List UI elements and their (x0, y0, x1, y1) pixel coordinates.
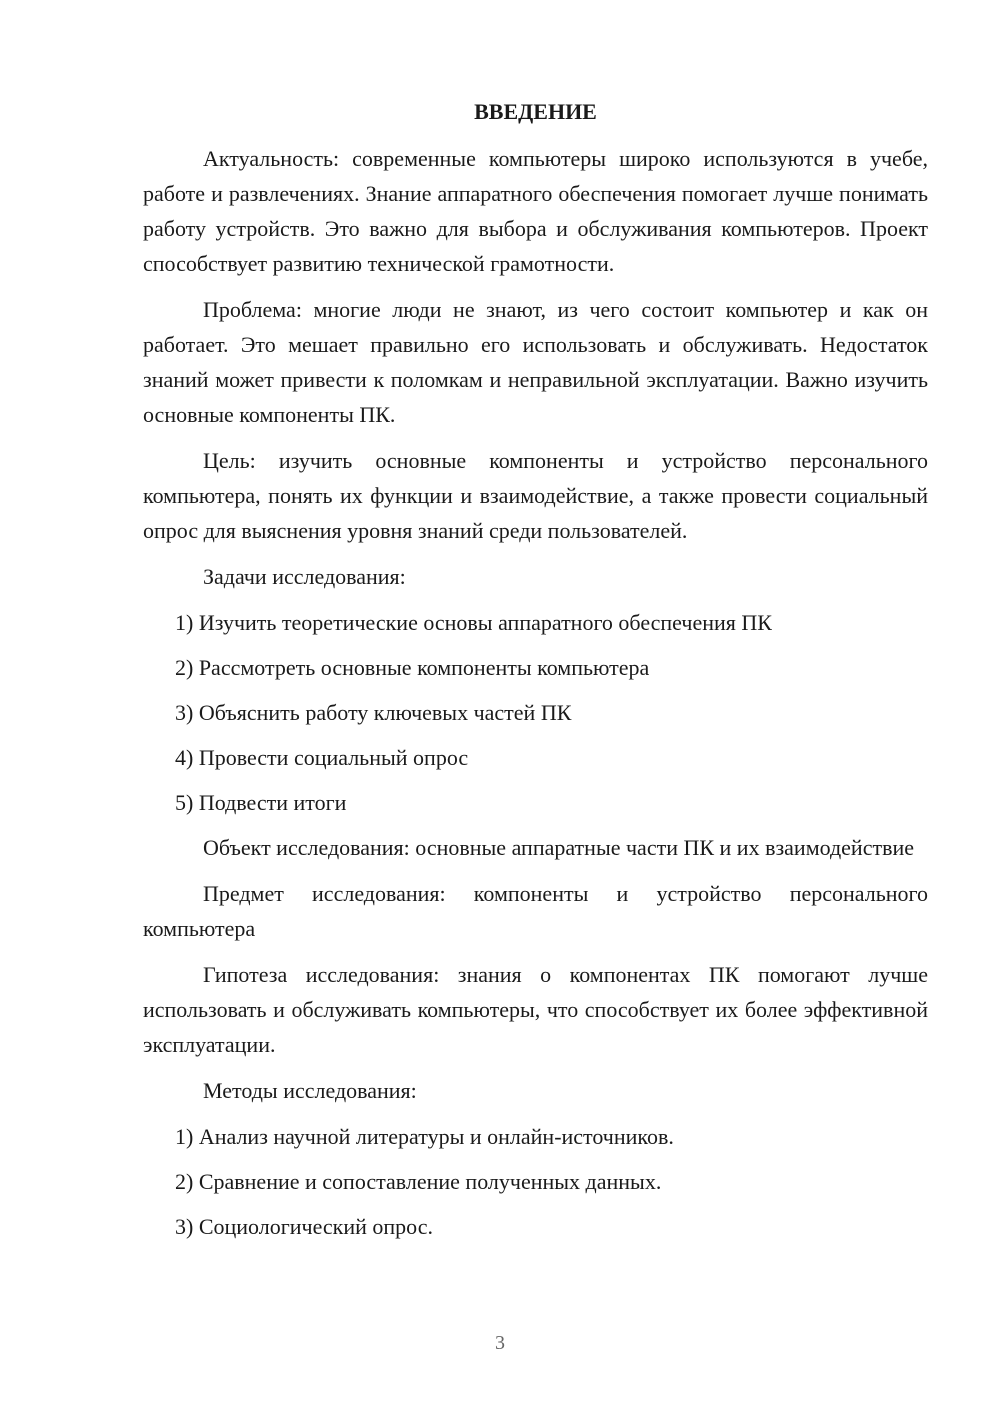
methods-heading: Методы исследования: (203, 1078, 417, 1103)
goal-paragraph: Цель: изучить основные компоненты и устройство персонального компьютера, понять их функции и взаимодействие, а также провести социальный опрос для выяснения уровня знаний среди пользователей. (143, 448, 928, 543)
problem-paragraph: Проблема: многие люди не знают, из чего состоит компьютер и как он работает. Это мешает правильно его использовать и обслуживать. Недостаток знаний может привести к поломкам и неправильной эксплуатации. Важно изучить основные компоненты ПК. (143, 297, 928, 427)
object-paragraph: Объект исследования: основные аппаратные части ПК и их взаимодействие (203, 835, 915, 860)
list-item: 3) Социологический опрос. (175, 1214, 433, 1239)
hypothesis-paragraph: Гипотеза исследования: знания о компонентах ПК помогают лучше использовать и обслуживать компьютеры, что способствует их более эффективной эксплуатации. (143, 962, 928, 1057)
tasks-list (143, 605, 928, 820)
subject-paragraph: Предмет исследования: компоненты и устройство персонального компьютера (143, 881, 928, 941)
list-item: 4) Провести социальный опрос (175, 745, 469, 770)
list-item: 2) Рассмотреть основные компоненты компьютера (175, 655, 650, 680)
tasks-heading: Задачи исследования: (203, 564, 406, 589)
page-number: 3 (495, 1332, 505, 1354)
list-item: 1) Изучить теоретические основы аппаратного обеспечения ПК (175, 610, 772, 635)
list-item: 3) Объяснить работу ключевых частей ПК (175, 700, 572, 725)
relevance-paragraph: Актуальность: современные компьютеры широко используются в учебе, работе и развлечениях. Знание аппаратного обеспечения помогает лучше понимать работу устройств. Это важно для выбора и обслуживания компьютеров. Проект способствует развитию технической грамотности. (143, 146, 928, 276)
methods-list (143, 1119, 928, 1244)
page-content (143, 94, 928, 1254)
list-item: 1) Анализ научной литературы и онлайн-источников. (175, 1124, 674, 1149)
list-item: 2) Сравнение и сопоставление полученных данных. (175, 1169, 662, 1194)
list-item: 5) Подвести итоги (175, 790, 347, 815)
section-title: ВВЕДЕНИЕ (474, 99, 597, 124)
